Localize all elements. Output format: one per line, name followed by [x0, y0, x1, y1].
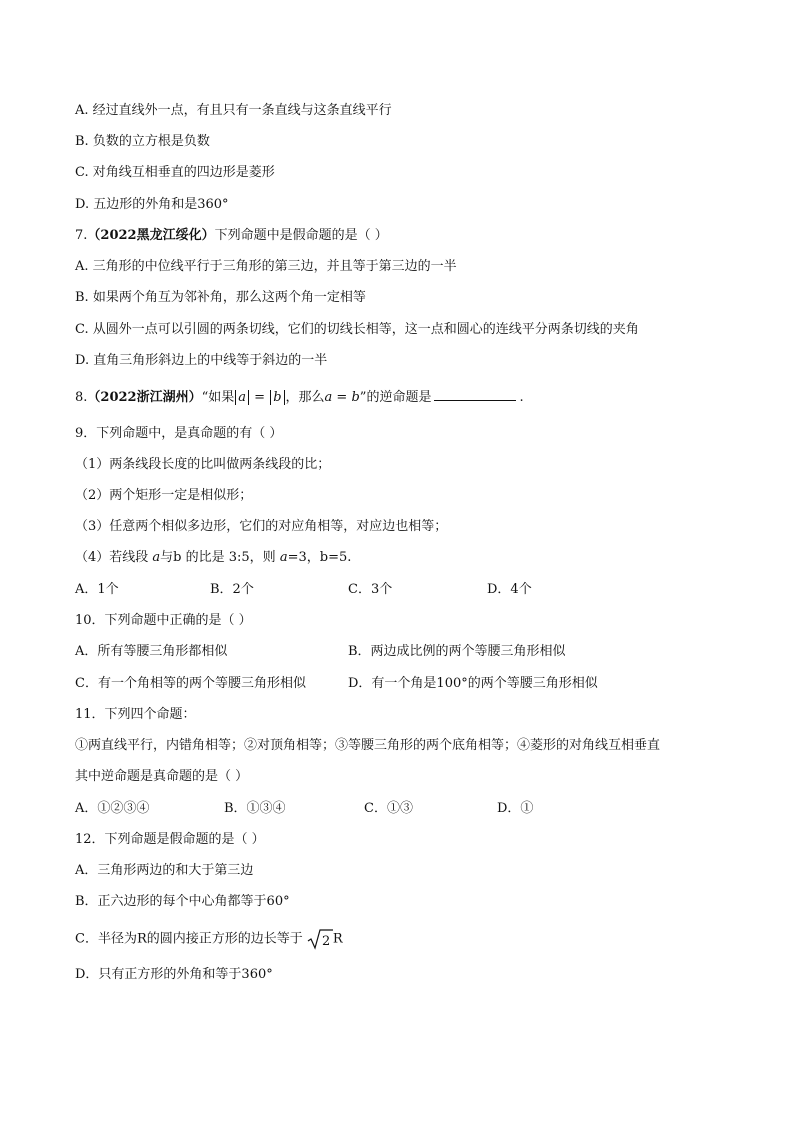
- q9-s4-post: =3，b=5.: [287, 550, 352, 565]
- q9-option-c: C．3个: [348, 582, 393, 597]
- q12-option-c: [75, 928, 343, 950]
- var-a: a: [152, 550, 161, 565]
- prev-option-c: C. 对角线互相垂直的四边形是菱形: [75, 165, 275, 180]
- square-root-icon: [307, 928, 333, 950]
- q9-s4-mid: 与b 的比是 3:5，则: [160, 550, 280, 565]
- prev-option-d: D. 五边形的外角和是360°: [75, 197, 229, 212]
- q12-option-d: D．只有正方形的外角和等于360°: [75, 967, 273, 982]
- q11-option-b: B．①③④: [224, 801, 286, 816]
- question-10-stem: 10．下列命题中正确的是（ ）: [75, 613, 252, 628]
- prev-option-b: B. 负数的立方根是负数: [75, 134, 210, 149]
- q10-option-c: C．有一个角相等的两个等腰三角形相似: [75, 676, 306, 691]
- question-7: [75, 227, 388, 245]
- q9-option-b: B．2个: [210, 582, 254, 597]
- question-source: （2022黑龙江绥化）: [87, 228, 215, 243]
- question-number: 8.: [75, 390, 88, 405]
- q9-statement-3: （3）任意两个相似多边形，它们的对应角相等，对应边也相等；: [75, 519, 448, 534]
- question-number: 7.: [75, 228, 88, 243]
- q12-option-b: B．正六边形的每个中心角都等于60°: [75, 894, 290, 909]
- q8-end: .: [519, 390, 524, 405]
- q9-statement-4: [75, 549, 351, 567]
- q8-mid: ，那么: [285, 390, 325, 405]
- q9-option-a: A．1个: [75, 582, 119, 597]
- q11-option-d: D．①: [497, 801, 534, 816]
- q10-option-b: B．两边成比例的两个等腰三角形相似: [348, 644, 566, 659]
- q7-option-c: C. 从圆外一点可以引圆的两条切线，它们的切线长相等，这一点和圆心的连线平分两条切线的夹角: [75, 322, 639, 337]
- question-12-stem: 12．下列命题是假命题的是（ ）: [75, 832, 265, 847]
- q11-propositions: ①两直线平行，内错角相等；②对顶角相等；③等腰三角形的两个底角相等；④菱形的对角线互相垂直: [75, 738, 661, 753]
- q12-c-post: R: [332, 931, 343, 947]
- q10-option-a: A．所有等腰三角形都相似: [75, 644, 228, 659]
- q7-option-a: A. 三角形的中位线平行于三角形的第三边，并且等于第三边的一半: [75, 259, 457, 274]
- question-source: （2022浙江湖州）: [87, 390, 202, 405]
- q7-option-b: B. 如果两个角互为邻补角，那么这两个角一定相等: [75, 290, 366, 305]
- q11-option-c: C．①③: [364, 801, 413, 816]
- q10-option-d: D．有一个角是100°的两个等腰三角形相似: [348, 676, 598, 691]
- q9-option-d: D．4个: [487, 582, 532, 597]
- q11-option-a: A．①②③④: [75, 801, 150, 816]
- prev-option-a: A. 经过直线外一点，有且只有一条直线与这条直线平行: [75, 103, 392, 118]
- q9-statement-1: （1）两条线段长度的比叫做两条线段的比；: [75, 457, 331, 472]
- q11-question: 其中逆命题是真命题的是（ ）: [75, 769, 249, 784]
- q9-statement-2: （2）两个矩形一定是相似形；: [75, 488, 253, 503]
- var-b: b: [351, 390, 360, 405]
- var-a: a: [279, 550, 288, 565]
- q8-pre: “如果: [201, 390, 235, 405]
- question-11-stem: 11．下列四个命题：: [75, 707, 196, 722]
- var-a: a: [324, 390, 333, 405]
- abs-a: a: [235, 390, 249, 405]
- q7-option-d: D. 直角三角形斜边上的中线等于斜边的一半: [75, 353, 328, 368]
- abs-b: b: [270, 390, 284, 405]
- question-8: [75, 388, 524, 407]
- q9-s4-pre: （4）若线段: [75, 550, 153, 565]
- question-9-stem: 9．下列命题中，是真命题的有（ ）: [75, 426, 283, 441]
- question-stem: 下列命题中是假命题的是（ ）: [214, 228, 388, 243]
- q12-c-pre: C．半径为R的圆内接正方形的边长等于: [75, 931, 303, 947]
- equals-sign: =: [332, 390, 352, 405]
- q12-option-a: A．三角形两边的和大于第三边: [75, 863, 254, 878]
- q8-post: ”的逆命题是: [359, 390, 432, 405]
- sqrt-radicand: 2: [321, 934, 331, 949]
- answer-blank[interactable]: [434, 388, 516, 401]
- equals-sign: =: [250, 390, 270, 405]
